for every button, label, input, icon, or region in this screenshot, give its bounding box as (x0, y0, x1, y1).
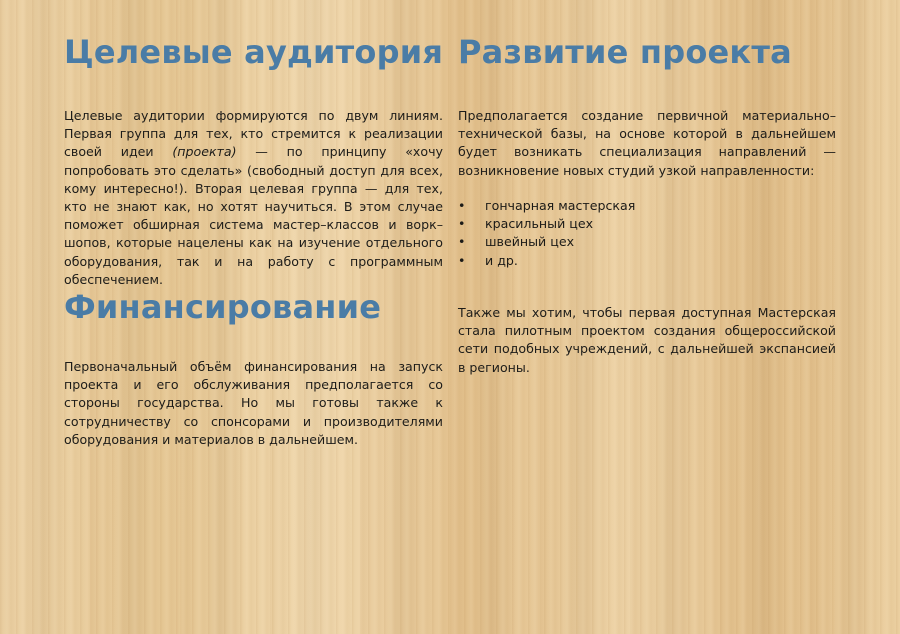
list-item-label: и др. (485, 252, 518, 268)
list-item (458, 197, 836, 215)
bullet-icon: • (458, 234, 466, 250)
bullet-icon: • (458, 198, 466, 213)
development-intro: Предполагается создание первичной материально–технической базы, на основе которой в дальнейшем будет возникать специализация направлений — возникновение новых студий узкой направленности: (458, 108, 836, 178)
list-item-label: гончарная мастерская (485, 198, 636, 213)
list-item (458, 252, 836, 270)
audience-text-part2: — по принципу «хочу попробовать это сделать» (свободный доступ для всех, кому интересно!). Вторая целевая группа — для тех, кто не знают как, но хотят научиться. В этом случае поможет обширная система мастер–классов и ворк–шопов, которые нацелены как на изучение отдельного оборудования, так и на работу с программным обеспечением. (64, 144, 443, 287)
list-item-label: швейный цех (485, 234, 575, 250)
list-item (458, 215, 836, 233)
audience-heading: Целевые аудитория (64, 33, 444, 71)
list-item (458, 233, 836, 251)
financing-paragraph: Первоначальный объём финансирования на запуск проекта и его обслуживания предполагается со стороны государства. Но мы готовы также к сотрудничеству со спонсорами и производителями оборудования и материалов в дальнейшем. (64, 359, 443, 447)
bullet-icon: • (458, 252, 466, 268)
audience-paragraph (64, 107, 443, 289)
financing-heading: Финансирование (64, 288, 382, 326)
development-heading: Развитие проекта (458, 33, 792, 71)
bullet-icon: • (458, 216, 466, 232)
list-item-label: красильный цех (485, 216, 594, 232)
audience-text-part1: Целевые аудитории формируются по двум линиям. Первая группа для тех, кто стремится к реализации своей идеи (64, 108, 443, 160)
development-outro: Также мы хотим, чтобы первая доступная Мастерская стала пилотным проектом создания общероссийской сети подобных учреждений, с дальнейшей экспансией в регионы. (458, 305, 836, 375)
studio-list (458, 197, 836, 270)
audience-text-italic: (проекта) (172, 144, 237, 160)
